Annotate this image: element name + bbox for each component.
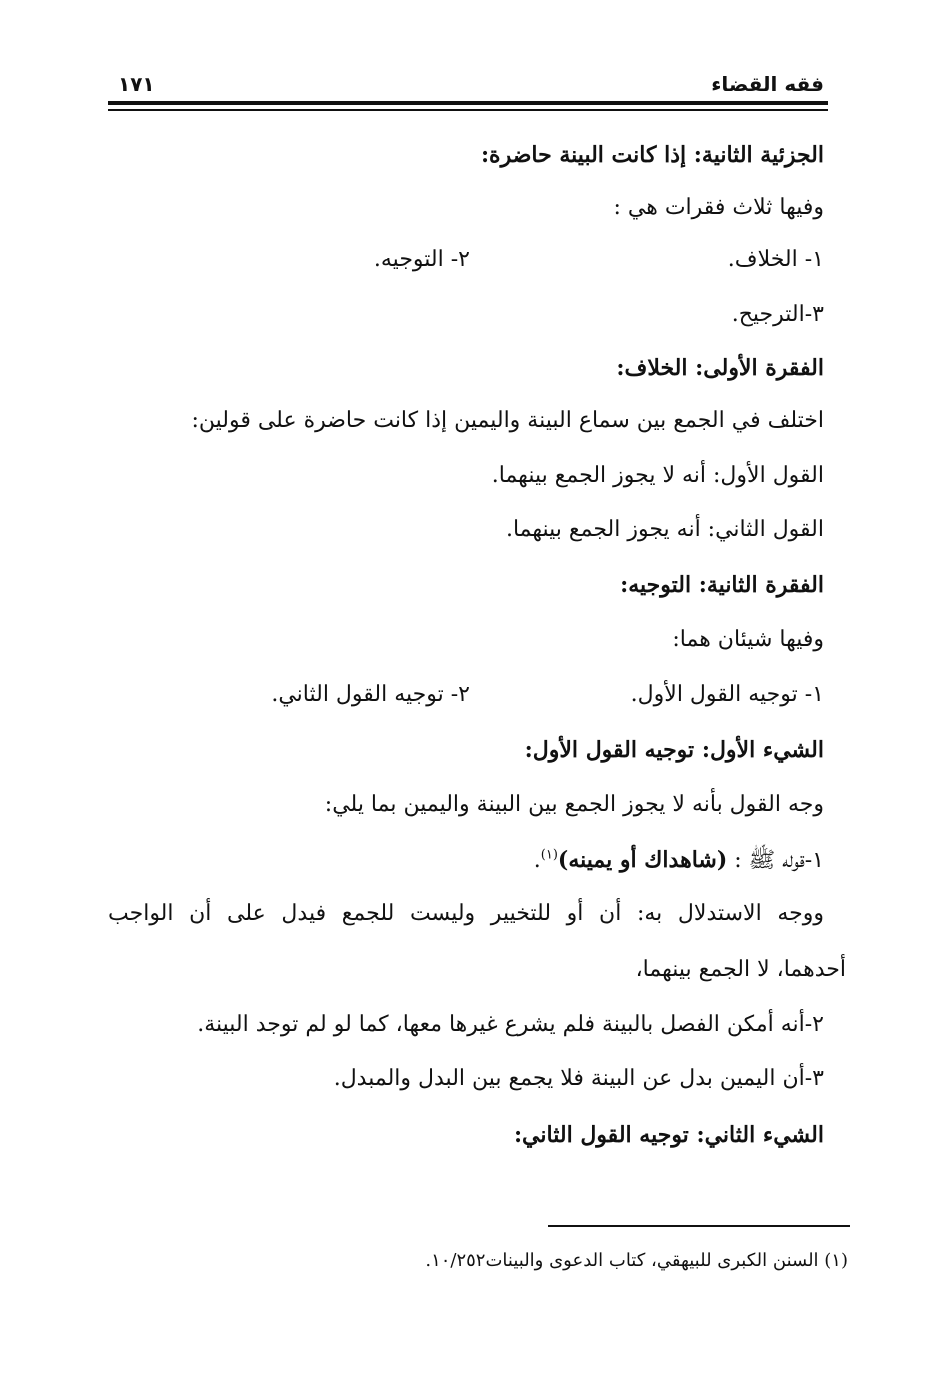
footnote: (١) السنن الكبرى للبيهقي، كتاب الدعوى والبينات١٠/٢٥٢. — [425, 1250, 848, 1271]
paragraph-line: ووجه الاستدلال به: أن أو للتخيير وليست للجمع فيدل على أن الواجب — [108, 901, 824, 926]
subsection-heading: الفقرة الثانية: التوجيه: — [620, 572, 824, 598]
header-rule-thick — [108, 101, 828, 105]
paragraph-line: أحدهما، لا الجمع بينهما، — [635, 957, 846, 982]
paragraph-line: وفيها ثلاث فقرات هي : — [613, 195, 824, 220]
footnote-marker: (١) — [540, 847, 558, 863]
page-number: ١٧١ — [118, 72, 155, 96]
list-item: ١- الخلاف. — [727, 247, 824, 272]
subsection-heading: الشيء الثاني: توجيه القول الثاني: — [513, 1122, 824, 1148]
paragraph-line: ٣-أن اليمين بدل عن البينة فلا يجمع بين البدل والمبدل. — [333, 1066, 824, 1091]
paragraph-line — [534, 846, 824, 878]
running-title: فقه القضاء — [711, 72, 824, 96]
header-rule-thin — [108, 109, 828, 111]
subsection-heading: الفقرة الأولى: الخلاف: — [616, 355, 824, 381]
footnote-separator — [548, 1225, 850, 1227]
paragraph-line: وجه القول بأنه لا يجوز الجمع بين البينة واليمين بما يلي: — [324, 792, 824, 817]
list-item: ٣-الترجيح. — [731, 302, 824, 327]
quote-end: . — [533, 848, 541, 873]
list-item: ١- توجيه القول الأول. — [630, 682, 824, 707]
paragraph-line: اختلف في الجمع بين سماع البينة واليمين إذا كانت حاضرة على قولين: — [191, 408, 824, 433]
quote-lead: ١-قوله ﷺ : — [727, 848, 824, 873]
subsection-heading: الشيء الأول: توجيه القول الأول: — [524, 737, 824, 763]
list-item: ٢- توجيه القول الثاني. — [271, 682, 470, 707]
paragraph-line: القول الأول: أنه لا يجوز الجمع بينهما. — [491, 463, 824, 488]
hadith-quote: (شاهداك أو يمينه) — [557, 847, 728, 873]
paragraph-line: القول الثاني: أنه يجوز الجمع بينهما. — [505, 517, 824, 542]
list-item: ٢- التوجيه. — [373, 247, 470, 272]
section-heading: الجزئية الثانية: إذا كانت البينة حاضرة: — [480, 142, 824, 168]
paragraph-line: ٢-أنه أمكن الفصل بالبينة فلم يشرع غيرها معها، كما لو لم توجد البينة. — [197, 1012, 824, 1037]
paragraph-line: وفيها شيئان هما: — [672, 627, 824, 652]
